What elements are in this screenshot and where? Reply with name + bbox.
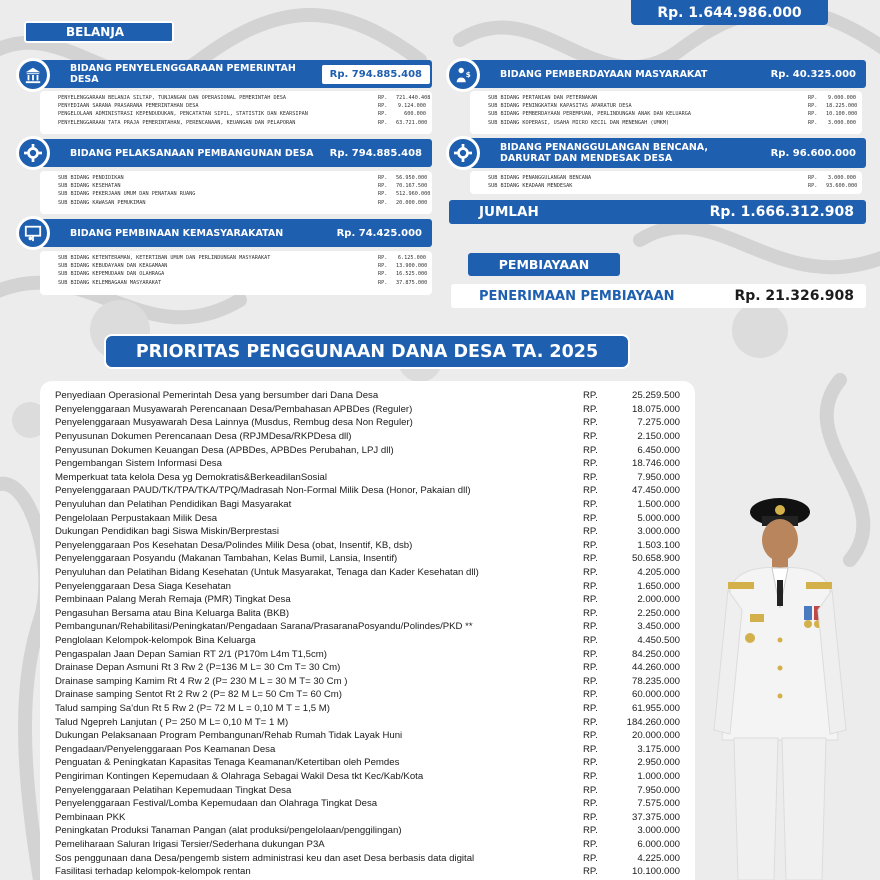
item-currency: RP. <box>808 95 818 101</box>
prioritas-label: Penyusunan Dokumen Perencanaan Desa (RPJMDesa/RKPDesa dll) <box>55 431 352 443</box>
prioritas-row <box>55 811 680 825</box>
prioritas-value: 7.950.000 <box>637 471 680 483</box>
item-currency: RP. <box>808 175 818 181</box>
prioritas-label: Peningkatan Produksi Tanaman Pangan (alat produksi/pengelolaan/penggilingan) <box>55 825 402 837</box>
prioritas-label: Memperkuat tata kelola Desa yg Demokratis&BerkeadilanSosial <box>55 471 327 483</box>
list-item <box>488 119 856 127</box>
prioritas-label: Penyuluhan dan Pelatihan Pendidikan Bagi Masyarakat <box>55 499 292 511</box>
prioritas-label: Sos penggunaan dana Desa/pengemb sistem administrasi keu dan aset Desa berbasis data digital <box>55 852 475 864</box>
belanja-title: BELANJA <box>66 25 125 39</box>
prioritas-label: Penyelenggaraan Pelatihan Kepemudaan Tingkat Desa <box>55 784 292 796</box>
prioritas-label: Penguatan & Peningkatan Kapasitas Tenaga Keamanan/Ketertiban oleh Pemdes <box>55 757 400 769</box>
prioritas-currency: RP. <box>583 567 598 579</box>
bidang-bencana-items <box>470 171 862 194</box>
prioritas-row <box>55 484 680 498</box>
prioritas-currency: RP. <box>583 866 598 878</box>
list-item <box>58 119 426 127</box>
pembiayaan-tag <box>468 253 620 276</box>
item-value: 63.721.000 <box>396 119 428 126</box>
prioritas-label: Dukungan Pendidikan bagi Siswa Miskin/Berprestasi <box>55 526 279 538</box>
prioritas-currency: RP. <box>583 458 598 470</box>
bidang-title: BIDANG PENYELENGGARAAN PEMERINTAH DESA <box>70 63 296 85</box>
prioritas-currency: RP. <box>583 811 598 823</box>
item-label: SUB BIDANG KESEHATAN <box>58 183 121 190</box>
prioritas-value: 3.000.000 <box>637 526 680 538</box>
bidang-pembangunan-items <box>40 171 432 214</box>
prioritas-row <box>55 661 680 675</box>
prioritas-label: Penglolaan Kelompok-kelompok Bina Keluarga <box>55 635 256 647</box>
item-value: 16.525.000 <box>396 271 428 278</box>
item-value: 3.000.000 <box>827 175 856 181</box>
prioritas-value: 60.000.000 <box>631 689 680 701</box>
item-value: 9.124.000 <box>397 103 426 110</box>
prioritas-label: Penyelenggaraan Desa Siaga Kesehatan <box>55 580 232 592</box>
prioritas-value: 2.950.000 <box>637 757 680 769</box>
prioritas-currency: RP. <box>583 390 598 402</box>
item-value: 13.900.000 <box>396 263 428 270</box>
item-label: SUB BIDANG PEKERJAAN UMUM DAN PENATAAN RUANG <box>58 191 196 198</box>
penerimaan-pembiayaan-bar <box>451 284 866 308</box>
item-currency: RP. <box>378 255 388 261</box>
prioritas-row <box>55 593 680 607</box>
prioritas-row <box>55 552 680 566</box>
prioritas-currency: RP. <box>583 648 598 660</box>
prioritas-currency: RP. <box>583 417 598 429</box>
prioritas-title-banner <box>104 334 630 369</box>
item-currency: RP. <box>378 263 388 270</box>
prioritas-value: 6.450.000 <box>637 444 680 456</box>
prioritas-row <box>55 729 680 743</box>
bidang-title-line2: DARURAT DAN MENDESAK DESA <box>500 153 673 164</box>
prioritas-label: Pembangunan/Rehabilitasi/Peningkatan/Pengadaan Sarana/PrasaranaPosyandu/Polindes/PKD ** <box>55 621 473 633</box>
prioritas-currency: RP. <box>583 512 598 524</box>
prioritas-value: 10.100.000 <box>631 866 680 878</box>
prioritas-label: Pengasuhan Bersama atau Bina Keluarga Balita (BKB) <box>55 607 290 619</box>
item-currency: RP. <box>378 175 388 181</box>
prioritas-label: Pembinaan Palang Merah Remaja (PMR) Tingkat Desa <box>55 594 291 606</box>
jumlah-bar <box>449 200 866 224</box>
belanja-tag <box>24 21 174 43</box>
item-value: 70.167.500 <box>396 183 428 190</box>
pembiayaan-title: PEMBIAYAAN <box>498 257 590 272</box>
prioritas-value: 3.000.000 <box>637 825 680 837</box>
prioritas-label: Talud Ngepreh Lanjutan ( P= 250 M L= 0,10 M T= 1 M) <box>55 716 289 728</box>
prioritas-row <box>55 457 680 471</box>
prioritas-value: 2.000.000 <box>637 594 680 606</box>
prioritas-row <box>55 865 680 879</box>
prioritas-value: 61.955.000 <box>631 703 680 715</box>
item-currency: RP. <box>378 191 388 198</box>
prioritas-row <box>55 389 680 403</box>
empowerment-icon <box>446 58 480 92</box>
prioritas-row <box>55 416 680 430</box>
prioritas-value: 5.000.000 <box>637 512 680 524</box>
prioritas-currency: RP. <box>583 703 598 715</box>
list-item <box>58 110 426 118</box>
prioritas-value: 18.746.000 <box>631 458 680 470</box>
prioritas-currency: RP. <box>583 580 598 592</box>
prioritas-label: Penyelenggaraan Posyandu (Makanan Tambahan, Kelas Bumil, Lansia, Insentif) <box>55 553 398 565</box>
prioritas-currency: RP. <box>583 825 598 837</box>
item-currency: RP. <box>378 271 388 278</box>
bidang-bencana-header <box>466 138 866 168</box>
prioritas-currency: RP. <box>583 689 598 701</box>
prioritas-currency: RP. <box>583 852 598 864</box>
list-item <box>58 254 426 262</box>
list-item <box>488 174 856 182</box>
list-item <box>58 102 426 110</box>
prioritas-value: 47.450.000 <box>631 485 680 497</box>
prioritas-currency: RP. <box>583 607 598 619</box>
prioritas-row <box>55 702 680 716</box>
prioritas-currency: RP. <box>583 635 598 647</box>
prioritas-row <box>55 851 680 865</box>
item-value: 600.000 <box>404 111 426 118</box>
prioritas-row <box>55 770 680 784</box>
item-label: SUB BIDANG KAWASAN PEMUKIMAN <box>58 199 146 206</box>
prioritas-value: 7.575.000 <box>637 798 680 810</box>
prioritas-value: 50.658.900 <box>631 553 680 565</box>
gear-icon <box>446 136 480 170</box>
bidang-pemerintah-items <box>40 91 432 134</box>
penerimaan-amount: Rp. 21.326.908 <box>734 288 854 304</box>
prioritas-title: PRIORITAS PENGGUNAAN DANA DESA TA. 2025 <box>135 341 599 362</box>
prioritas-label: Pengiriman Kontingen Kepemudaan & Olahraga Sebagai Wakil Desa tkt Kec/Kab/Kota <box>55 771 424 783</box>
item-value: 9.000.000 <box>827 95 856 101</box>
prioritas-value: 4.450.500 <box>637 635 680 647</box>
item-currency: RP. <box>378 119 388 126</box>
prioritas-currency: RP. <box>583 553 598 565</box>
prioritas-currency: RP. <box>583 798 598 810</box>
item-label: SUB BIDANG KELEMBAGAAN MASYARAKAT <box>58 279 162 286</box>
item-currency: RP. <box>378 183 388 190</box>
item-currency: RP. <box>378 111 388 118</box>
list-item <box>58 182 426 190</box>
prioritas-label: Pengembangan Sistem Informasi Desa <box>55 458 222 470</box>
prioritas-currency: RP. <box>583 539 598 551</box>
prioritas-value: 1.000.000 <box>637 771 680 783</box>
list-item <box>58 279 426 287</box>
total-pendapatan-badge <box>631 0 828 25</box>
item-value: 18.225.000 <box>826 103 858 110</box>
item-label: SUB BIDANG KEADAAN MENDESAK <box>488 183 573 190</box>
prioritas-currency: RP. <box>583 594 598 606</box>
item-label: PENYELENGGARAAN TATA PRAJA PEMERINTAHAN, PERENCANAAN, KEUANGAN DAN PELAPORAN <box>58 119 296 126</box>
prioritas-value: 84.250.000 <box>631 648 680 660</box>
penerimaan-label: PENERIMAAN PEMBIAYAAN <box>479 288 675 304</box>
official-portrait <box>700 490 880 880</box>
item-value: 56.950.000 <box>396 175 428 181</box>
presentation-board-icon <box>16 216 50 250</box>
prioritas-currency: RP. <box>583 444 598 456</box>
prioritas-value: 3.175.000 <box>637 743 680 755</box>
prioritas-value: 44.260.000 <box>631 662 680 674</box>
prioritas-row <box>55 675 680 689</box>
prioritas-currency: RP. <box>583 485 598 497</box>
bidang-kemasyarakatan-items <box>40 251 432 295</box>
prioritas-currency: RP. <box>583 431 598 443</box>
list-item <box>488 94 856 102</box>
item-label: SUB BIDANG KEBUDAYAAN DAN KEAGAMAAN <box>58 263 168 270</box>
prioritas-label: Pemeliharaan Saluran Irigasi Tersier/Sederhana dukungan P3A <box>55 839 325 851</box>
prioritas-value: 184.260.000 <box>626 716 680 728</box>
prioritas-label: Penyusunan Dokumen Keuangan Desa (APBDes, APBDes Perubahan, LPJ dll) <box>55 444 394 456</box>
prioritas-label: Penyelenggaraan PAUD/TK/TPA/TKA/TPQ/Madrasah Non-Formal Milik Desa (Honor, Pakaian dll) <box>55 485 471 497</box>
bidang-title-line1: BIDANG PENANGGULANGAN BENCANA, <box>500 142 708 153</box>
prioritas-value: 7.275.000 <box>637 417 680 429</box>
prioritas-label: Drainase samping Kamim Rt 4 Rw 2 (P= 230 M L = 30 M T= 30 Cm ) <box>55 675 348 687</box>
item-currency: RP. <box>808 111 818 118</box>
prioritas-value: 2.150.000 <box>637 431 680 443</box>
prioritas-row <box>55 579 680 593</box>
bidang-pembangunan-header <box>36 139 432 167</box>
item-label: SUB BIDANG PENDIDIKAN <box>58 175 124 181</box>
list-item <box>58 174 426 182</box>
prioritas-value: 25.259.500 <box>631 390 680 402</box>
prioritas-label: Pengadaan/Penyelenggaraan Pos Keamanan Desa <box>55 743 276 755</box>
prioritas-row <box>55 783 680 797</box>
bidang-amount: Rp. 96.600.000 <box>770 147 856 159</box>
prioritas-label: Pengaspalan Jaan Depan Samian RT 2/1 (P170m L4m T1,5cm) <box>55 648 327 660</box>
bidang-title: BIDANG PEMBINAAN KEMASYARAKATAN <box>70 227 284 239</box>
item-label: SUB BIDANG PEMBERDAYAAN PEREMPUAN, PERLINDUNGAN ANAK DAN KELUARGA <box>488 111 692 118</box>
prioritas-currency: RP. <box>583 839 598 851</box>
prioritas-value: 4.205.000 <box>637 567 680 579</box>
bidang-title: BIDANG PELAKSANAAN PEMBANGUNAN DESA <box>70 147 314 159</box>
item-currency: RP. <box>808 103 818 110</box>
prioritas-value: 20.000.000 <box>631 730 680 742</box>
item-label: PENYELENGGARAAN BELANJA SILTAP, TUNJANGAN DAN OPERASIONAL PEMERINTAH DESA <box>58 95 286 101</box>
prioritas-label: Drainase samping Sentot Rt 2 Rw 2 (P= 82 M L= 50 Cm T= 60 Cm) <box>55 689 342 701</box>
item-currency: RP. <box>808 183 818 190</box>
jumlah-label: JUMLAH <box>479 204 539 220</box>
list-item <box>58 262 426 270</box>
item-currency: RP. <box>378 279 388 286</box>
prioritas-label: Penyelenggaraan Musyawarah Perencanaan Desa/Pembahasan APBDes (Reguler) <box>55 403 413 415</box>
prioritas-currency: RP. <box>583 784 598 796</box>
prioritas-value: 1.503.100 <box>637 539 680 551</box>
prioritas-currency: RP. <box>583 499 598 511</box>
prioritas-row <box>55 525 680 539</box>
prioritas-label: Pembinaan PKK <box>55 811 126 823</box>
prioritas-row <box>55 607 680 621</box>
item-currency: RP. <box>808 119 818 126</box>
prioritas-row <box>55 797 680 811</box>
prioritas-row <box>55 403 680 417</box>
prioritas-row <box>55 471 680 485</box>
gear-icon <box>16 136 50 170</box>
item-label: SUB BIDANG KOPERASI, USAHA MICRO KECIL DAN MENENGAH (UMKM) <box>488 119 670 126</box>
prioritas-row <box>55 498 680 512</box>
prioritas-currency: RP. <box>583 730 598 742</box>
item-label: PENYEDIAAN SARANA PRASARANA PEMERINTAHAN DESA <box>58 103 199 110</box>
list-item <box>58 270 426 278</box>
prioritas-row <box>55 443 680 457</box>
bidang-amount: Rp. 40.325.000 <box>770 68 856 80</box>
item-currency: RP. <box>378 95 388 101</box>
prioritas-value: 6.000.000 <box>637 839 680 851</box>
prioritas-row <box>55 566 680 580</box>
prioritas-row <box>55 824 680 838</box>
prioritas-row <box>55 430 680 444</box>
item-currency: RP. <box>378 199 388 206</box>
list-item <box>488 182 856 190</box>
prioritas-currency: RP. <box>583 471 598 483</box>
prioritas-label: Penyuluhan dan Pelatihan Bidang Kesehatan (Untuk Masyarakat, Tenaga dan Kader Kesehatan dll) <box>55 567 479 579</box>
prioritas-row <box>55 511 680 525</box>
prioritas-value: 2.250.000 <box>637 607 680 619</box>
prioritas-currency: RP. <box>583 757 598 769</box>
prioritas-value: 3.450.000 <box>637 621 680 633</box>
item-value: 6.125.000 <box>397 255 426 261</box>
prioritas-label: Drainase Depan Asmuni Rt 3 Rw 2 (P=136 M L= 30 Cm T= 30 Cm) <box>55 662 341 674</box>
item-value: 3.000.000 <box>827 119 856 126</box>
bidang-amount: Rp. 74.425.000 <box>336 227 422 239</box>
item-label: SUB BIDANG KEPEMUDAAN DAN OLAHRAGA <box>58 271 165 278</box>
prioritas-row <box>55 838 680 852</box>
list-item <box>58 94 431 102</box>
prioritas-label: Fasilitasi terhadap kelompok-kelompok rentan <box>55 866 251 878</box>
prioritas-value: 1.650.000 <box>637 580 680 592</box>
prioritas-currency: RP. <box>583 743 598 755</box>
prioritas-currency: RP. <box>583 771 598 783</box>
prioritas-currency: RP. <box>583 621 598 633</box>
bidang-title: BIDANG PEMBERDAYAAN MASYARAKAT <box>500 68 708 80</box>
item-label: SUB BIDANG PENANGGULANGAN BENCANA <box>488 175 592 181</box>
item-value: 10.100.000 <box>826 111 858 118</box>
item-label: SUB BIDANG PENINGKATAN KAPASITAS APARATUR DESA <box>488 103 632 110</box>
prioritas-row <box>55 715 680 729</box>
prioritas-value: 37.375.000 <box>631 811 680 823</box>
bidang-pemberdayaan-header <box>466 60 866 88</box>
prioritas-value: 4.225.000 <box>637 852 680 864</box>
bidang-amount: Rp. 794.885.408 <box>329 147 422 159</box>
prioritas-value: 78.235.000 <box>631 675 680 687</box>
prioritas-currency: RP. <box>583 716 598 728</box>
prioritas-row <box>55 688 680 702</box>
government-building-icon <box>16 58 50 92</box>
item-value: 512.960.000 <box>396 191 431 198</box>
prioritas-currency: RP. <box>583 662 598 674</box>
prioritas-label: Penyelenggaraan Pos Kesehatan Desa/Polindes Milik Desa (obat, Insentif, KB, dsb) <box>55 539 413 551</box>
prioritas-label: Penyediaan Operasional Pemerintah Desa yang bersumber dari Dana Desa <box>55 390 379 402</box>
bidang-kemasyarakatan-header <box>36 219 432 247</box>
list-item <box>58 199 426 207</box>
item-value: 93.600.000 <box>826 183 858 190</box>
prioritas-currency: RP. <box>583 403 598 415</box>
bidang-amount: Rp. 794.885.408 <box>322 65 430 84</box>
bidang-title <box>500 142 708 164</box>
list-item <box>58 190 431 198</box>
prioritas-value: 1.500.000 <box>637 499 680 511</box>
prioritas-label: Dukungan Pelaksanaan Program Pembangunan/Rehab Rumah Tidak Layak Huni <box>55 730 403 742</box>
item-value: 721.440.408 <box>396 95 431 101</box>
svg-text:$: $ <box>465 69 471 79</box>
prioritas-label: Talud samping Sa'dun Rt 5 Rw 2 (P= 72 M L = 0,10 M T = 1,5 M) <box>55 703 330 715</box>
item-value: 37.875.000 <box>396 279 428 286</box>
prioritas-label: Pengelolaan Perpustakaan Milik Desa <box>55 512 218 524</box>
prioritas-currency: RP. <box>583 675 598 687</box>
item-label: SUB BIDANG KETENTERAMAN, KETERTIBAN UMUM DAN PERLINDUNGAN MASYARAKAT <box>58 255 271 261</box>
prioritas-row <box>55 634 680 648</box>
prioritas-row <box>55 647 680 661</box>
item-label: PENGELOLAAN ADMINISTRASI KEPENDUDUKAN, PENCATATAN SIPIL, STATISTIK DAN KEARSIPAN <box>58 111 308 118</box>
list-item <box>488 110 856 118</box>
item-label: SUB BIDANG PERTANIAN DAN PETERNAKAN <box>488 95 598 101</box>
prioritas-label: Penyelenggaraan Musyawarah Desa Lainnya (Musdus, Rembug desa Non Reguler) <box>55 417 413 429</box>
jumlah-amount: Rp. 1.666.312.908 <box>709 204 854 220</box>
bidang-pemerintah-header <box>36 60 432 88</box>
prioritas-currency: RP. <box>583 526 598 538</box>
list-item <box>488 102 856 110</box>
prioritas-row <box>55 620 680 634</box>
prioritas-row <box>55 756 680 770</box>
prioritas-value: 18.075.000 <box>631 403 680 415</box>
prioritas-row <box>55 743 680 757</box>
prioritas-row <box>55 539 680 553</box>
prioritas-label: Penyelenggaraan Festival/Lomba Kepemudaan dan Olahraga Tingkat Desa <box>55 798 378 810</box>
total-pendapatan-amount: Rp. 1.644.986.000 <box>657 4 802 21</box>
item-value: 20.000.000 <box>396 199 428 206</box>
bidang-pemberdayaan-items <box>470 91 862 134</box>
item-currency: RP. <box>378 103 388 110</box>
prioritas-value: 7.950.000 <box>637 784 680 796</box>
